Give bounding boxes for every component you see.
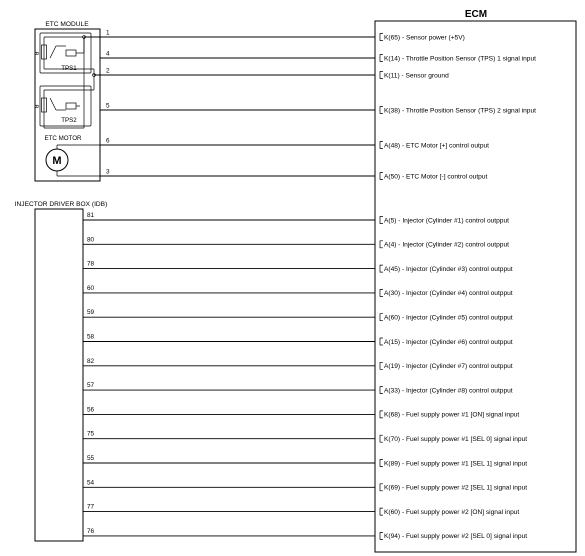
etc-module-title: ETC MODULE <box>45 21 89 28</box>
idb-box <box>35 209 83 541</box>
ecm-title: ECM <box>464 9 488 20</box>
idb-pin-number: 77 <box>87 503 95 511</box>
idb-pin-number: 75 <box>87 430 95 438</box>
ecm-terminal-label: K(89) - Fuel supply power #1 [SEL 1] signal input <box>384 460 528 468</box>
idb-pin-number: 80 <box>87 236 95 244</box>
ecm-terminal-label: A(48) - ETC Motor [+] control output <box>384 142 489 150</box>
ecm-terminal-label: K(94) - Fuel supply power #2 [SEL 0] signal input <box>384 533 528 541</box>
tps1-label: TPS1 <box>61 65 77 72</box>
ecm-terminal-label: K(68) - Fuel supply power #1 [ON] signal input <box>384 411 520 419</box>
ecm-box <box>375 21 576 552</box>
ecm-terminal-label: A(50) - ETC Motor [-] control output <box>384 173 488 181</box>
ecm-terminal-label: K(60) - Fuel supply power #2 [ON] signal input <box>384 508 520 516</box>
idb-pin-number: 76 <box>87 527 95 535</box>
etc-pin-number: 2 <box>106 67 110 75</box>
ecm-terminal-label: A(15) - Injector (Cylinder #6) control outpput <box>384 338 513 346</box>
idb-pin-number: 60 <box>87 284 95 292</box>
ecm-terminal-label: A(30) - Injector (Cylinder #4) control outpput <box>384 290 513 298</box>
idb-pin-number: 54 <box>87 479 95 487</box>
ecm-terminal-label: A(19) - Injector (Cylinder #7) control outpput <box>384 363 513 371</box>
idb-pin-number: 55 <box>87 455 95 462</box>
etc-pin-number: 3 <box>106 168 110 176</box>
idb-title: INJECTOR DRIVER BOX (IDB) <box>14 201 108 208</box>
ecm-terminal-label: A(45) - Injector (Cylinder #3) control outpput <box>384 265 513 273</box>
idb-pin-number: 56 <box>87 406 95 414</box>
ecm-terminal-label: K(14) - Throttle Position Sensor (TPS) 1 signal input <box>384 55 536 63</box>
idb-pin-number: 82 <box>87 357 95 365</box>
ecm-terminal-label: A(5) - Injector (Cylinder #1) control outpput <box>384 217 509 225</box>
idb-pin-number: 59 <box>87 309 95 317</box>
theta-2-symbol: θ <box>34 104 41 108</box>
etc-pin-number: 6 <box>106 137 110 145</box>
ecm-terminal-label: A(33) - Injector (Cylinder #8) control outpput <box>384 387 513 395</box>
etc-pin-number: 1 <box>106 29 110 37</box>
ecm-terminal-label: K(11) - Sensor ground <box>384 72 449 80</box>
idb-pin-number: 58 <box>87 333 95 341</box>
idb-pin-number: 81 <box>87 212 95 219</box>
etc-pin-number: 5 <box>106 102 110 110</box>
theta-1-symbol: θ <box>34 51 41 55</box>
ecm-terminal-label: K(65) - Sensor power (+5V) <box>384 34 465 42</box>
ecm-terminal-label: K(70) - Fuel supply power #1 [SEL 0] signal input <box>384 436 528 443</box>
ecm-terminal-label: A(4) - Injector (Cylinder #2) control outpput <box>384 241 509 249</box>
ecm-terminal-label: A(60) - Injector (Cylinder #5) control outpput <box>384 314 513 322</box>
idb-pin-number: 57 <box>87 382 95 390</box>
ecm-terminal-label: K(69) - Fuel supply power #2 [SEL 1] signal input <box>384 484 528 492</box>
motor-symbol: M <box>52 155 62 167</box>
ecm-terminal-label: K(38) - Throttle Position Sensor (TPS) 2 signal input <box>384 107 536 115</box>
tps2-label: TPS2 <box>61 117 77 124</box>
etc-pin-number: 4 <box>106 50 110 58</box>
idb-pin-number: 78 <box>87 260 95 268</box>
etc-motor-title: ETC MOTOR <box>44 135 82 142</box>
